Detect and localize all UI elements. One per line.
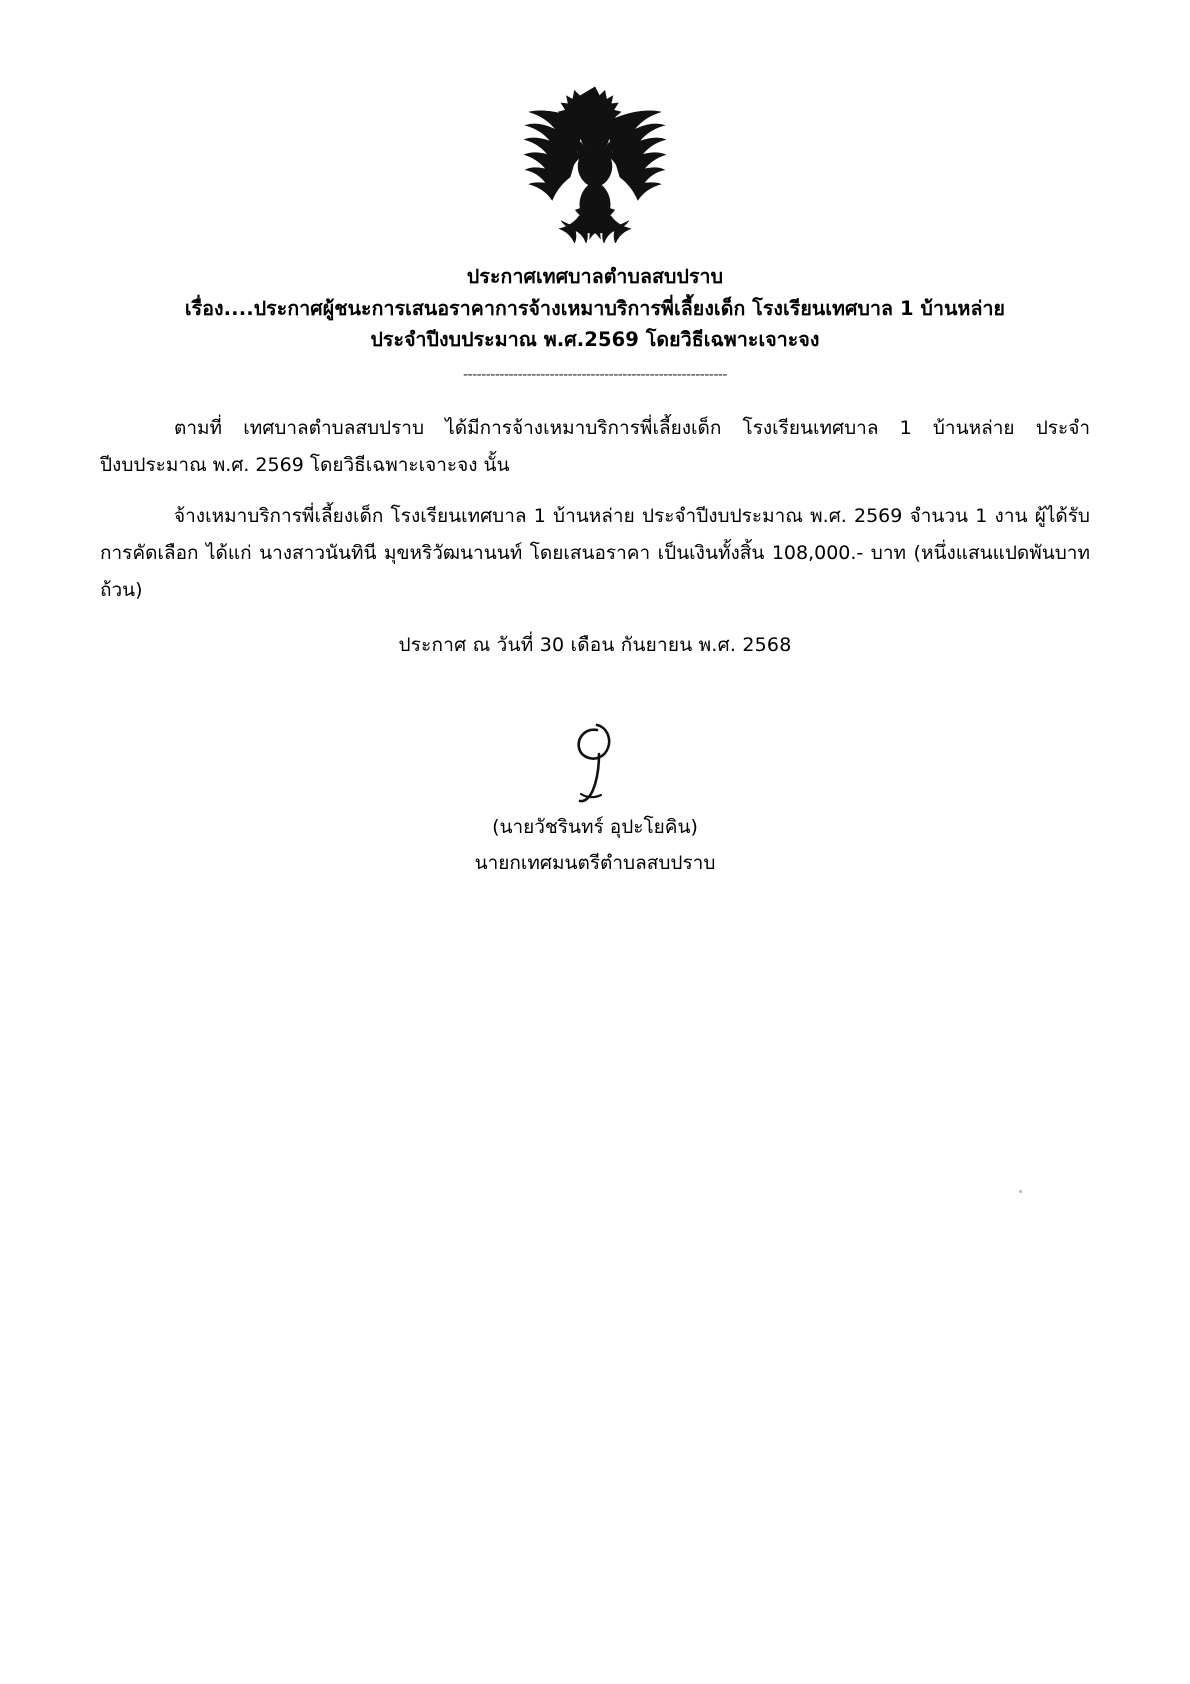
paragraph-background [100, 410, 1090, 484]
heading-line-1: ประกาศเทศบาลตำบลสบปราบ [466, 265, 724, 288]
paragraph-award [100, 498, 1090, 609]
signature-block [100, 726, 1090, 878]
signature-mark [100, 726, 1090, 806]
document-heading [100, 261, 1090, 384]
announcement-date: ประกาศ ณ วันที่ 30 เดือน กันยายน พ.ศ. 2568 [398, 633, 792, 656]
heading-line-3: ประจำปีงบประมาณ พ.ศ.2569 โดยวิธีเฉพาะเจาะจง [370, 328, 820, 352]
heading-line-2: เรื่อง....ประกาศผู้ชนะการเสนอราคาการจ้างเหมาบริการพี่เลี้ยงเด็ก โรงเรียนเทศบาล 1 บ้านหล่าย [184, 296, 1006, 320]
signer-name: (นายวัชรินทร์ อุปะโยคิน) [492, 816, 698, 839]
handwritten-signature-icon [535, 720, 655, 806]
signer-title: นายกเทศมนตรีตำบลสบปราบ [474, 852, 716, 875]
scan-artifact [1019, 1190, 1022, 1193]
emblem-container [100, 0, 1090, 243]
heading-divider: ---------------------------------------------------------- [462, 366, 727, 383]
document-body [100, 410, 1090, 664]
garuda-emblem [505, 78, 685, 243]
paragraph-background-text: ตามที่ เทศบาลตำบลสบปราบ ได้มีการจ้างเหมาบริการพี่เลี้ยงเด็ก โรงเรียนเทศบาล 1 บ้านหล่าย ประจำปีงบประมาณ พ.ศ. 2569 โดยวิธีเฉพาะเจาะจง นั้น [100, 416, 1090, 476]
paragraph-award-text: จ้างเหมาบริการพี่เลี้ยงเด็ก โรงเรียนเทศบาล 1 บ้านหล่าย ประจำปีงบประมาณ พ.ศ. 2569 จำนวน 1 งาน ผู้ได้รับการคัดเลือก ได้แก่ นางสาวนันทินี มุขหริวัฒนานนท์ โดยเสนอราคา เป็นเงินทั้งสิ้น 108,000.- บาท (หนึ่งแสนแปดพันบาทถ้วน) [100, 504, 1090, 601]
